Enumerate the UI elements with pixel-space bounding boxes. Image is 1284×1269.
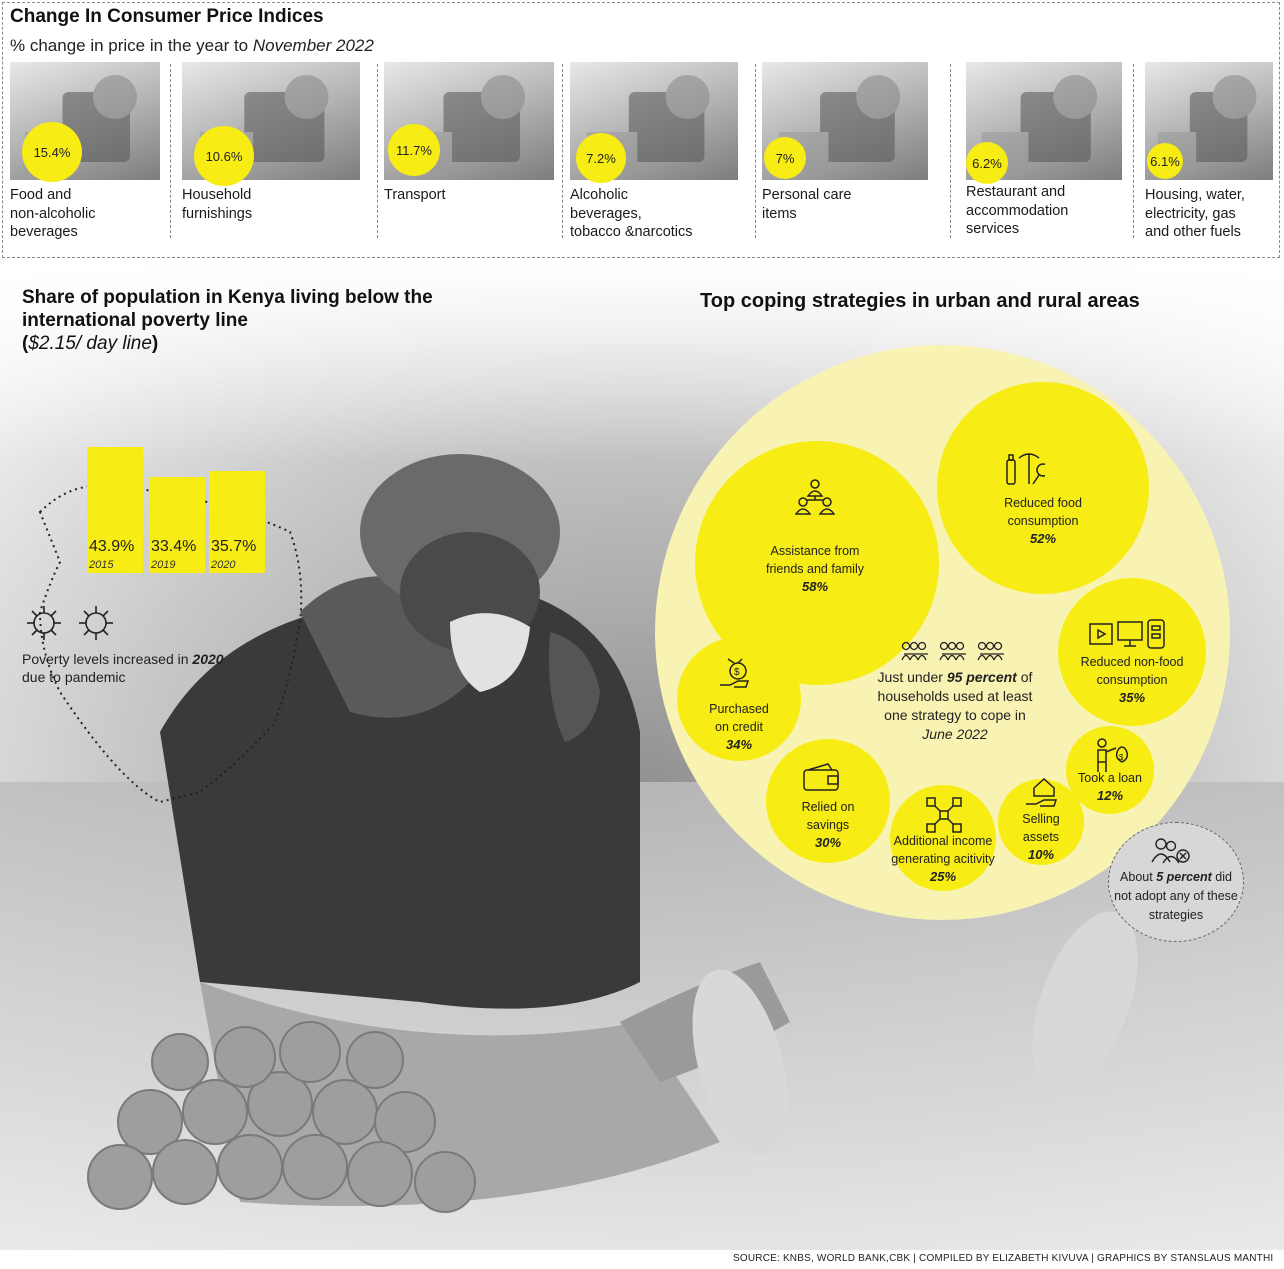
poverty-bar-value: 35.7% <box>211 538 257 555</box>
cpi-title: Change In Consumer Price Indices <box>10 6 324 27</box>
cpi-category-label <box>966 183 1068 239</box>
cpi-value-badge: 6.1% <box>1147 143 1183 179</box>
cpi-category-label <box>1145 186 1245 242</box>
cpi-value-badge: 6.2% <box>966 142 1008 184</box>
cpi-divider <box>1133 64 1134 238</box>
cpi-label-line: beverages, <box>570 205 642 222</box>
pandemic-note <box>22 650 224 686</box>
cpi-item <box>966 62 1122 240</box>
cpi-label-line: Alcoholic <box>570 187 629 203</box>
no-strategy-note <box>1110 868 1242 925</box>
poverty-bar-2020 <box>209 471 265 573</box>
households-note <box>870 668 1040 744</box>
coping-strategy-value: 10% <box>1027 847 1055 862</box>
coping-strategy-value: 58% <box>801 579 829 594</box>
poverty-bar-year: 2020 <box>211 559 236 571</box>
poverty-bar-value: 43.9% <box>89 538 135 555</box>
coping-strategy-label <box>775 798 881 852</box>
svg-text:$: $ <box>734 667 740 678</box>
virus-icon <box>27 606 61 640</box>
coping-strategy-value: 35% <box>1118 690 1146 705</box>
coping-label-line: Reduced food <box>1004 496 1082 510</box>
coping-strategy-label <box>1070 653 1194 707</box>
pandemic-note-year: 2020 <box>192 651 224 667</box>
cpi-label-line: Personal care <box>762 187 852 203</box>
coping-strategy-label <box>890 832 996 886</box>
coping-strategy-value: 25% <box>929 869 957 884</box>
cpi-label-line: Food and <box>10 187 72 203</box>
cpi-label-line: Restaurant and <box>966 184 1066 200</box>
poverty-unit: $2.15/ day line <box>28 333 152 354</box>
none-prefix: About <box>1120 870 1157 884</box>
coping-strategy-value: 30% <box>814 835 842 850</box>
coping-label-line: consumption <box>1096 673 1168 687</box>
cpi-label-line: items <box>762 205 797 222</box>
coping-label-line: Reduced non-food <box>1080 655 1184 669</box>
cpi-label-line: tobacco &narcotics <box>570 224 693 240</box>
house-hand-icon <box>1024 776 1064 814</box>
cpi-category-label <box>182 186 252 223</box>
coping-strategy-label <box>686 700 792 754</box>
cpi-item <box>1145 62 1273 240</box>
cpi-category-label <box>384 186 446 205</box>
households-icon <box>900 640 1012 666</box>
coping-label-line: savings <box>806 818 850 832</box>
cpi-value-badge: 7.2% <box>576 133 626 183</box>
center-bold: 95 percent <box>946 669 1017 685</box>
virus-icons <box>24 602 124 644</box>
cpi-divider <box>950 64 951 238</box>
cpi-item <box>384 62 554 240</box>
cpi-value-badge: 10.6% <box>194 126 254 186</box>
cpi-item <box>762 62 928 240</box>
poverty-title-text: Share of population in Kenya living below the international poverty line <box>22 287 433 331</box>
cpi-value-badge: 15.4% <box>22 122 82 182</box>
cpi-category-label <box>570 186 693 242</box>
cpi-category-label <box>762 186 851 223</box>
coping-label-line: Selling <box>1022 812 1060 826</box>
devices-icon <box>1088 616 1168 654</box>
cpi-label-line: furnishings <box>182 205 253 222</box>
none-suffix: did not adopt any of these strategies <box>1114 870 1238 922</box>
coping-label-line: assets <box>1022 830 1060 844</box>
no-strategy-icon <box>1150 836 1192 866</box>
coping-title: Top coping strategies in urban and rural areas <box>700 290 1140 312</box>
people-network-icon <box>795 478 835 516</box>
cpi-divider <box>170 64 171 238</box>
cpi-item <box>10 62 160 240</box>
coping-bubble <box>937 382 1149 594</box>
cpi-label-line: Transport <box>384 187 446 203</box>
coping-label-line: Relied on <box>801 800 855 814</box>
cpi-label-line: beverages <box>10 224 78 240</box>
cpi-label-line: non-alcoholic <box>10 205 96 222</box>
cpi-label-line: accommodation <box>966 202 1069 219</box>
coping-strategy-label <box>730 542 900 596</box>
cpi-subtitle-period: November 2022 <box>252 36 374 55</box>
coping-label-line: on credit <box>715 720 763 734</box>
cpi-divider <box>755 64 756 238</box>
none-bold: 5 percent <box>1156 870 1212 884</box>
coping-label-line: consumption <box>1007 514 1079 528</box>
center-prefix: Just under <box>877 669 947 685</box>
cpi-item <box>182 62 360 240</box>
coping-strategy-value: 34% <box>725 737 753 752</box>
center-period: June 2022 <box>922 726 988 742</box>
coping-strategy-value: 12% <box>1096 788 1124 803</box>
coping-strategy-label <box>968 494 1118 548</box>
svg-text:$: $ <box>1119 753 1124 762</box>
cpi-value-badge: 11.7% <box>388 124 440 176</box>
coping-label-line: Took a loan <box>1078 771 1142 785</box>
coping-strategy-label <box>1001 810 1081 864</box>
coping-label-line: friends and family <box>766 562 864 576</box>
cpi-subtitle-text: % change in price in the year to <box>10 36 253 55</box>
coping-label-line: Additional income <box>893 834 993 848</box>
coping-label-line: generating acitivity <box>891 852 995 866</box>
virus-icon <box>79 606 113 640</box>
coping-strategy-label <box>1068 769 1152 805</box>
cpi-divider <box>377 64 378 238</box>
coping-label-line: Purchased <box>709 702 769 716</box>
cpi-divider <box>562 64 563 238</box>
coping-label-line: Assistance from <box>770 544 860 558</box>
cpi-category-label <box>10 186 95 242</box>
cpi-value-badge: 7% <box>764 137 806 179</box>
network-nodes-icon <box>925 796 965 834</box>
cpi-label-line: services <box>966 221 1020 237</box>
center-mid: of households used at least one strategy to cope in <box>877 669 1033 723</box>
cpi-subtitle <box>10 36 374 56</box>
pandemic-note-suffix: due to pandemic <box>22 669 126 685</box>
cpi-item <box>570 62 738 240</box>
cpi-label-line: and other fuels <box>1145 224 1241 240</box>
cpi-label-line: electricity, gas <box>1145 205 1236 222</box>
credit-hand-icon <box>718 655 758 693</box>
source-credits: SOURCE: KNBS, WORLD BANK,CBK | COMPILED BY ELIZABETH KIVUVA | GRAPHICS BY STANSLAUS MANTHI <box>733 1253 1274 1264</box>
poverty-bar-year: 2015 <box>89 559 114 571</box>
food-icon <box>1005 450 1045 488</box>
cpi-label-line: Housing, water, <box>1145 187 1245 203</box>
cpi-label-line: Household <box>182 187 252 203</box>
poverty-bar-year: 2019 <box>151 559 176 571</box>
poverty-bar-value: 33.4% <box>151 538 197 555</box>
pandemic-note-prefix: Poverty levels increased in <box>22 651 193 667</box>
wallet-icon <box>802 760 842 798</box>
poverty-title: Share of population in Kenya living below the international poverty line ($2.15/ day line) <box>22 287 433 354</box>
coping-strategy-value: 52% <box>1029 531 1057 546</box>
